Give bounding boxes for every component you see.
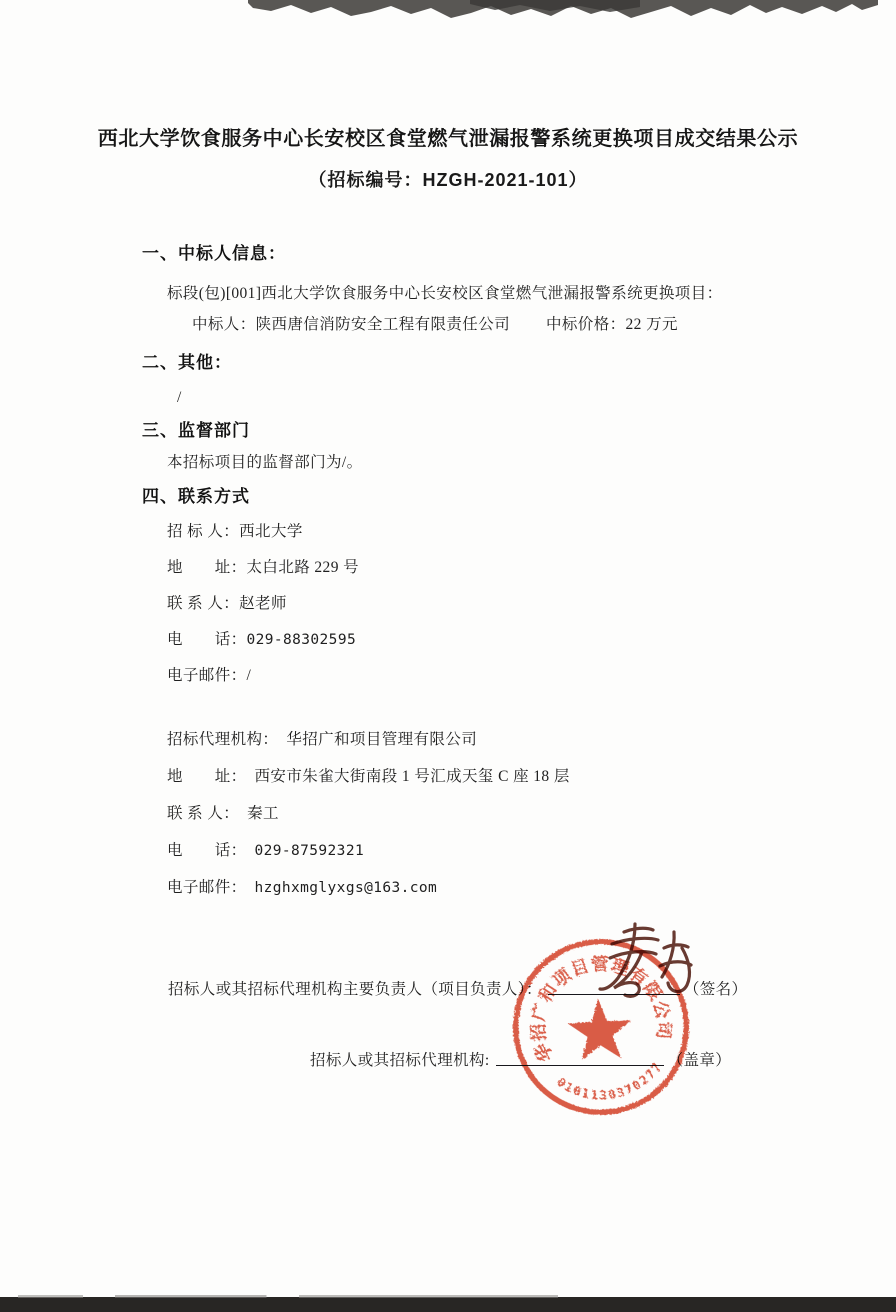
agency-contact-value: 秦工	[247, 805, 279, 822]
tenderer-row-name	[167, 523, 303, 542]
tenderer-contact-value: 赵老师	[239, 595, 287, 612]
signature-stroke-right	[660, 932, 691, 992]
scan-artifact-bottom-bar	[0, 1297, 896, 1312]
price-value: 22 万元	[625, 316, 678, 333]
signoff-seal-label: 招标人或其招标代理机构:	[310, 1052, 490, 1069]
tenderer-contact-label: 联 系 人：	[167, 595, 240, 612]
tenderer-name-value: 西北大学	[239, 523, 303, 540]
agency-name-label: 招标代理机构：	[167, 731, 279, 748]
stamp-company-name: 华招广和项目管理有限公司	[527, 953, 675, 1065]
tenderer-row-address	[167, 559, 359, 578]
winner-label: 中标人：	[192, 316, 256, 333]
signoff-signature-label: 招标人或其招标代理机构主要负责人（项目负责人）：	[168, 981, 542, 998]
document-title: 西北大学饮食服务中心长安校区食堂燃气泄漏报警系统更换项目成交结果公示	[97, 128, 799, 150]
winner-name: 陕西唐信消防安全工程有限责任公司	[255, 316, 511, 333]
signoff-signature-suffix: （签名）	[683, 981, 748, 998]
agency-row-address	[167, 768, 570, 787]
tenderer-name-label: 招 标 人：	[167, 523, 240, 540]
section-1-heading: 一、中标人信息：	[142, 244, 286, 263]
tenderer-phone-label: 电 话：	[167, 631, 247, 648]
price-row	[546, 316, 678, 335]
section-3-text: 本招标项目的监督部门为/。	[167, 454, 363, 471]
tender-number: （招标编号：HZGH-2021-101）	[308, 170, 588, 190]
section-4-heading: 四、联系方式	[142, 487, 250, 506]
agency-address-value: 西安市朱雀大街南段 1 号汇成天玺 C 座 18 层	[254, 768, 570, 785]
section-3-heading: 三、监督部门	[142, 421, 250, 440]
section-2-value: /	[177, 389, 182, 406]
agency-phone-label: 电 话：	[167, 842, 247, 859]
agency-contact-label: 联 系 人：	[167, 805, 240, 822]
signoff-seal-suffix: （盖章）	[667, 1052, 732, 1069]
winner-row	[192, 316, 510, 335]
tenderer-email-value: /	[246, 667, 252, 684]
tenderer-address-value: 太白北路 229 号	[246, 559, 360, 576]
price-label: 中标价格：	[546, 316, 626, 333]
agency-email-label: 电子邮件：	[167, 879, 247, 896]
scan-artifact-top-band	[0, 0, 896, 24]
agency-row-email	[167, 879, 437, 898]
agency-row-name	[167, 731, 477, 750]
agency-address-label: 地 址：	[167, 768, 247, 785]
agency-row-phone	[167, 842, 364, 861]
agency-phone-value: 029-87592321	[254, 843, 365, 859]
agency-row-contact	[167, 805, 279, 824]
section-2-heading: 二、其他：	[142, 353, 232, 372]
stamp-serial-number: 0101130370277	[554, 1058, 666, 1103]
lot-description: 标段(包)[001]西北大学饮食服务中心长安校区食堂燃气泄漏报警系统更换项目：	[167, 285, 723, 302]
svg-text:0101130370277	[553, 1057, 670, 1111]
tenderer-email-label: 电子邮件：	[167, 667, 247, 684]
tenderer-phone-value: 029-88302595	[246, 632, 357, 648]
tenderer-row-contact	[167, 595, 287, 614]
signature-stroke-left	[600, 924, 658, 996]
agency-email-value: hzghxmglyxgs@163.com	[254, 880, 438, 896]
handwritten-signature	[590, 920, 705, 1010]
tenderer-address-label: 地 址：	[167, 559, 247, 576]
tenderer-row-email	[167, 667, 251, 686]
agency-name-value: 华招广和项目管理有限公司	[286, 731, 478, 748]
tenderer-row-phone	[167, 631, 356, 650]
